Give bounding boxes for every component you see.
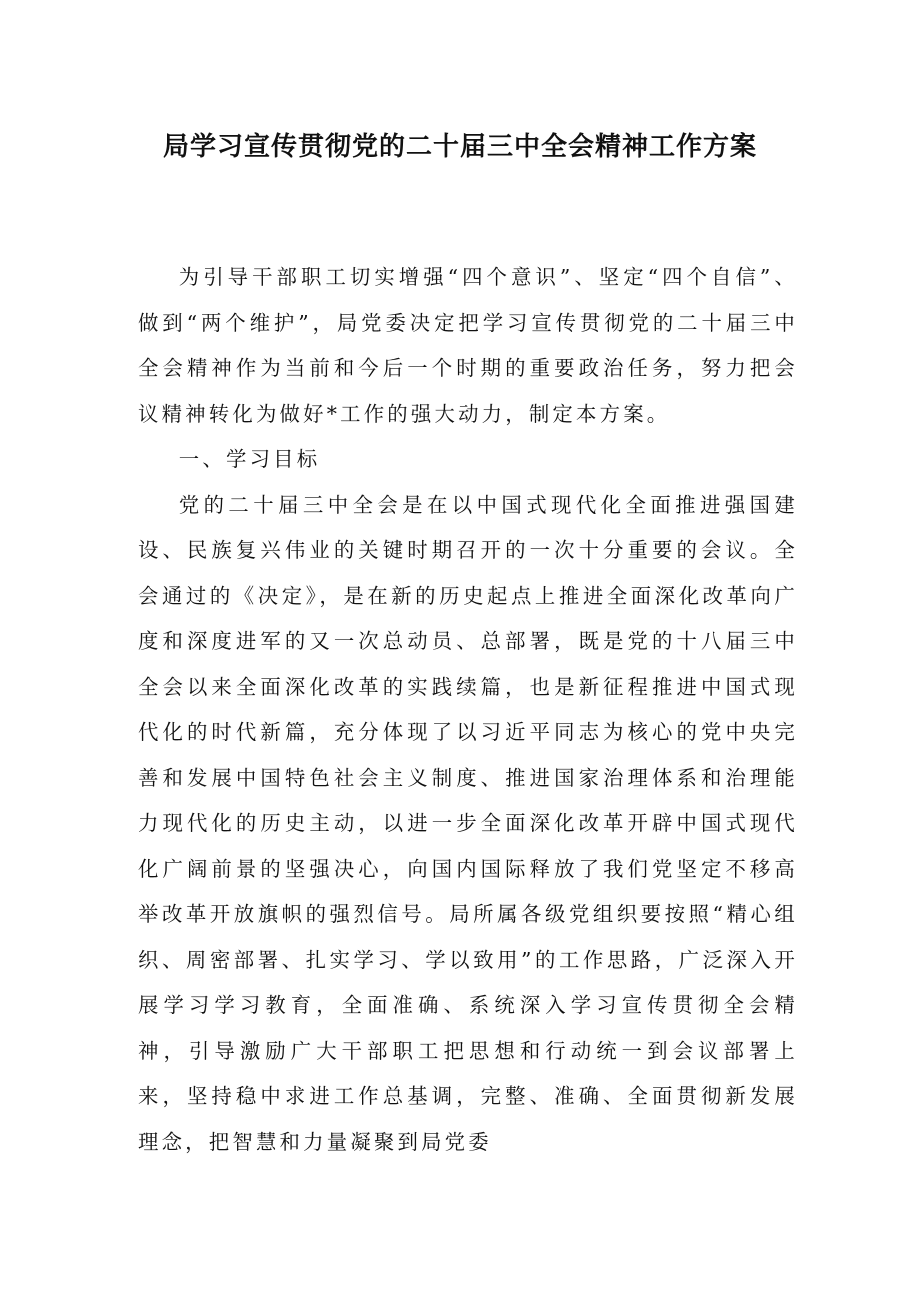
document-body <box>138 255 798 1165</box>
section-paragraph-goals: 党的二十届三中全会是在以中国式现代化全面推进强国建设、民族复兴伟业的关键时期召开的一次十分重要的会议。全会通过的《决定》，是在新的历史起点上推进全面深化改革向广度和深度进军的又一次总动员、总部署，既是党的十八届三中全会以来全面深化改革的实践续篇，也是新征程推进中国式现代化的时代新篇，充分体现了以习近平同志为核心的党中央完善和发展中国特色社会主义制度、推进国家治理体系和治理能力现代化的历史主动，以进一步全面深化改革开辟中国式现代化广阔前景的坚强决心，向国内国际释放了我们党坚定不移高举改革开放旗帜的强烈信号。局所属各级党组织要按照“精心组织、周密部署、扎实学习、学以致用”的工作思路，广泛深入开展学习学习教育，全面准确、系统深入学习宣传贯彻全会精神，引导激励广大干部职工把思想和行动统一到会议部署上来，坚持稳中求进工作总基调，完整、准确、全面贯彻新发展理念，把智慧和力量凝聚到局党委 <box>138 492 798 1154</box>
document-title: 局学习宣传贯彻党的二十届三中全会精神工作方案 <box>162 132 757 162</box>
section-heading-goals: 一、学习目标 <box>178 447 321 471</box>
intro-paragraph: 为引导干部职工切实增强“四个意识”、坚定“四个自信”、做到“两个维护”，局党委决定把学习宣传贯彻党的二十届三中全会精神作为当前和今后一个时期的重要政治任务，努力把会议精神转化为做好*工作的强大动力，制定本方案。 <box>138 265 798 426</box>
